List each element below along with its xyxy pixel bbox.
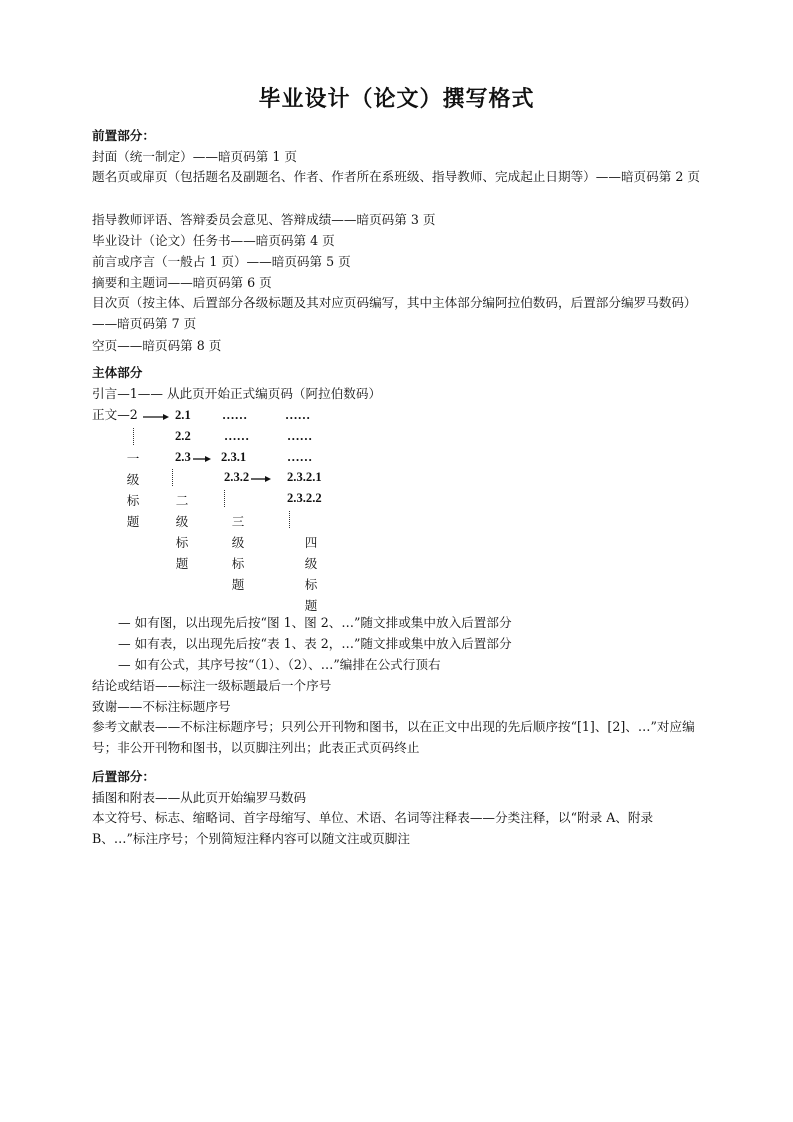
main-item-conclusion: 结论或结语——标注一级标题最后一个序号: [92, 678, 332, 693]
level-3-label: 三 级 标 题: [231, 514, 245, 592]
main-item-thanks: 致谢——不标注标题序号: [92, 699, 231, 714]
tree-l3-item: 2.3.1: [221, 450, 247, 464]
note-tables: — 如有表，以出现先后按“表 1、表 2，…”随文排或集中放入后置部分: [118, 636, 512, 651]
note-figures: — 如有图，以出现先后按“图 1、图 2、…”随文排或集中放入后置部分: [118, 615, 512, 630]
level-2-label: 二 级 标 题: [175, 493, 189, 571]
level-1-label: 一 级 标 题: [126, 451, 140, 529]
front-item-preface: 前言或序言（一般占 1 页）——暗页码第 5 页: [92, 254, 351, 269]
tree-l4-item: 2.3.2.1: [287, 470, 322, 484]
main-heading: 主体部分: [92, 365, 143, 380]
tree-l3-item: 2.3.2: [224, 470, 250, 484]
ellipsis: ……: [285, 408, 311, 422]
tree-l2-item: 2.3: [175, 450, 191, 464]
front-item-blank: 空页——暗页码第 8 页: [92, 338, 222, 353]
connector-line: [289, 511, 290, 528]
arrow-icon: [193, 456, 211, 464]
connector-line: [133, 428, 134, 445]
front-heading: 前置部分：: [92, 128, 155, 143]
front-item-title-page: 题名页或扉页（包括题名及副题名、作者、作者所在系班级、指导教师、完成起止日期等）——暗页码第 2 页: [92, 169, 700, 184]
page-title: 毕业设计（论文）撰写格式: [258, 87, 535, 112]
ellipsis: ……: [222, 408, 248, 422]
main-intro: 引言—1—— 从此页开始正式编页码（阿拉伯数码）: [92, 386, 382, 401]
front-item-review: 指导教师评语、答辩委员会意见、答辩成绩——暗页码第 3 页: [92, 212, 436, 227]
tree-l4-item: 2.3.2.2: [287, 491, 322, 505]
connector-line: [172, 469, 173, 486]
ellipsis: ……: [287, 450, 313, 464]
arrow-icon: [143, 414, 169, 422]
back-item-figures: 插图和附表——从此页开始编罗马数码: [92, 790, 307, 805]
tree-l2-item: 2.1: [175, 408, 191, 422]
connector-line: [224, 490, 225, 507]
front-item-task: 毕业设计（论文）任务书——暗页码第 4 页: [92, 233, 335, 248]
back-item-glossary: 本文符号、标志、缩略词、首字母缩写、单位、术语、名词等注释表——分类注释，以“附录 A、附录 B、…”标注序号；个别简短注释内容可以随文注或页脚注: [92, 810, 654, 846]
front-item-toc: 目次页（按主体、后置部分各级标题及其对应页码编写，其中主体部分编阿拉伯数码，后置部分编罗马数码）——暗页码第 7 页: [92, 295, 697, 331]
level-4-label: 四 级 标 题: [304, 535, 318, 613]
arrow-icon: [251, 476, 271, 484]
tree-l2-item: 2.2: [175, 429, 191, 443]
front-item-abstract: 摘要和主题词——暗页码第 6 页: [92, 275, 272, 290]
back-heading: 后置部分：: [92, 769, 155, 784]
tree-zhengwen: 正文—2: [92, 407, 138, 422]
front-item-cover: 封面（统一制定）——暗页码第 1 页: [92, 149, 297, 164]
ellipsis: ……: [287, 429, 313, 443]
main-item-references: 参考文献表——不标注标题序号；只列公开刊物和图书，以在正文中出现的先后顺序按“[1]、[2]、…”对应编号；非公开刊物和图书，以页脚注列出；此表正式页码终止: [92, 719, 695, 755]
note-formulas: — 如有公式，其序号按“（1）、（2）、…”编排在公式行顶右: [118, 657, 441, 672]
ellipsis: ……: [224, 429, 250, 443]
